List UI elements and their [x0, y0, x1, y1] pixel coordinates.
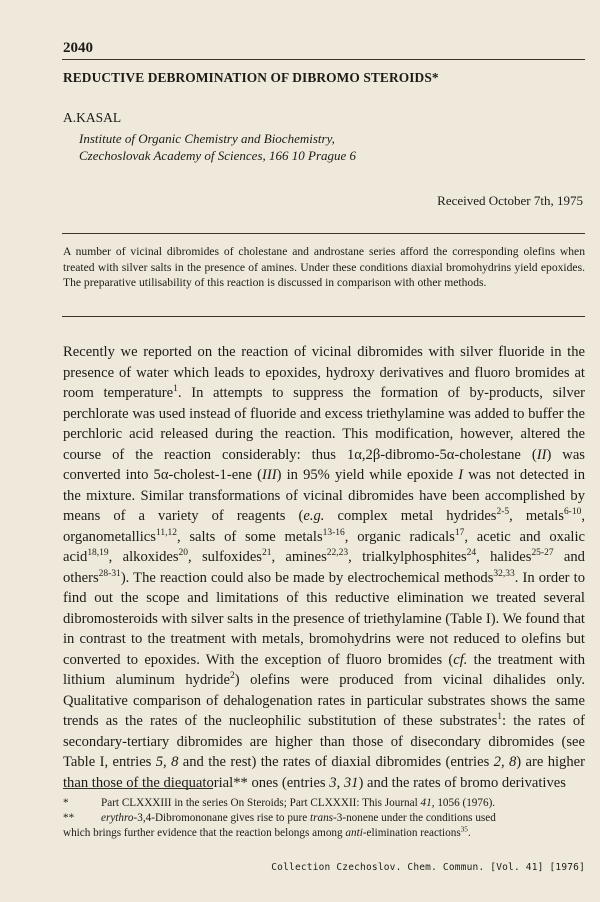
article-title: REDUCTIVE DEBROMINATION OF DIBROMO STEROIDS* — [63, 70, 439, 85]
footnote-2 — [63, 811, 585, 826]
footnotes — [63, 796, 585, 841]
author-name — [63, 110, 121, 126]
abstract: A number of vicinal dibromides of cholestane and androstane series afford the corresponding olefins when treated with silver salts in the presence of amines. Under these conditions diaxial bromohydrins yield epoxides. The preparative utilisability of this reaction is discussed in comparison with other methods. — [63, 245, 585, 290]
footnote-rule — [63, 788, 213, 789]
body-paragraph: Recently we reported on the reaction of vicinal dibromides with silver fluoride in the presence of water which leads to epoxides, hydroxy derivatives and fluoro bromides at room temperature$^1$. In attempts to suppress the formation of by-products, silver perchlorate was used instead of fluoride and excess triethylamine was added to buffer the perchloric acid released during the reaction. This modification, however, altered the course of the reaction considerably: thus 1α,2β-dibromo-5α-cholestane (II) was converted into 5α-cholest-1-ene (III) in 95% yield while epoxide I was not detected in the mixture. Similar transformations of vicinal dibromides have been accomplished by means of a variety of reagents (e.g. complex metal hydrides$^{2-5}$, metals$^{6-10}$, organometallics$^{11,12}$, salts of some metals$^{13-16}$, organic radicals$^{17}$, acetic and oxalic acid$^{18,19}$, alkoxides$^{20}$, sulfoxides$^{21}$, amines$^{22,23}$, trialkylphosphites$^{24}$, halides$^{25-27}$ and others$^{28-31}$). The reaction could also be made by electrochemical methods$^{32,33}$. In order to find out the scope and limitations of this reductive elimination we treated several dibromosteroids with silver salts in the presence of triethylamine (Table I). We found that in contrast to the treatment with metals, bromohydrins were not reduced to olefins but converted to epoxides. With the exception of fluoro bromides (cf. the treatment with lithium aluminum hydride$^2$) olefins were produced from vicinal dihalides only. Qualitative comparison of dehalogenation rates in particular substrates shows the same trends as the rates of the nucleophilic substitution of these substrates$^1$: the rates of secondary-tertiary dibromides are higher than those of disecondary dibromides (see Table I, entries 5, 8 and the rest) the rates of diaxial dibromides (entries 2, 8) are higher than those of the diequatorial** ones (entries 3, 31) and the rates of bromo derivatives — [63, 344, 586, 791]
abstract-top-rule — [62, 233, 585, 234]
affiliation-line-1: Institute of Organic Chemistry and Biochemistry, — [79, 131, 335, 146]
abstract-bottom-rule — [62, 316, 585, 317]
body-text — [63, 342, 585, 793]
footnote-marker: * — [63, 797, 69, 809]
received-date: Received October 7th, 1975 — [437, 193, 583, 208]
header-rule — [62, 59, 585, 60]
footnote-1 — [63, 796, 585, 811]
author-text: A.KASAL — [63, 110, 122, 125]
footnote-text: erythro-3,4-Dibromononane gives rise to pure trans-3-nonene under the conditions used — [101, 812, 496, 824]
page-number: 2040 — [63, 40, 93, 56]
footnote-text: Part CLXXXIII in the series On Steroids; Part CLXXXII: This Journal 41, 1056 (1976). — [101, 797, 496, 809]
affiliation-line-2: Czechoslovak Academy of Sciences, 166 10 Prague 6 — [79, 148, 357, 163]
footnote-2-continuation: which brings further evidence that the reaction belongs among anti-elimination reactions$^{35}$. — [63, 825, 471, 839]
journal-citation: Collection Czechoslov. Chem. Commun. [Vol. 41] [1976] — [271, 862, 585, 873]
footnote-marker: ** — [63, 812, 75, 824]
affiliation — [79, 130, 559, 164]
